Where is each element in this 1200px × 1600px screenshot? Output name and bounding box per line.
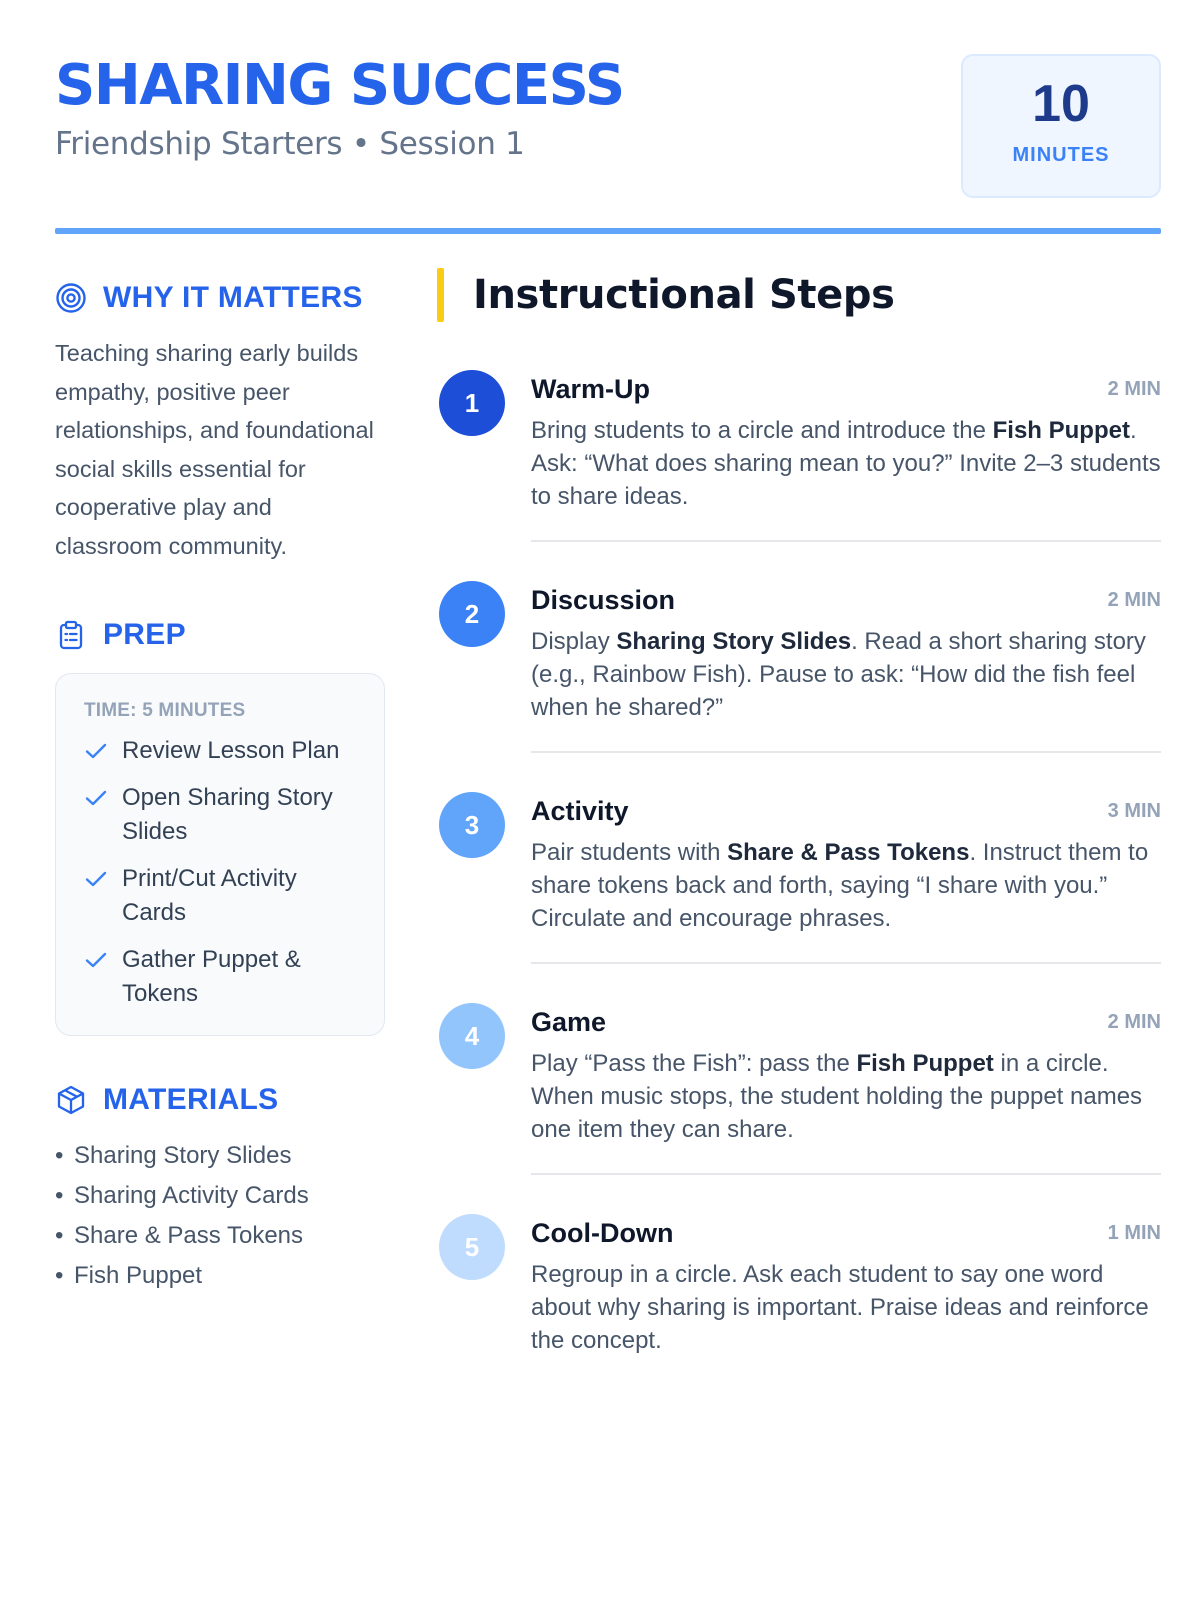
- why-text: Teaching sharing early builds empathy, positive peer relationships, and foundational social skills essential for cooperative play and classroom community.: [55, 340, 374, 559]
- checklist-item-label: Print/Cut Activity Cards: [122, 865, 297, 926]
- header: [55, 52, 1161, 202]
- step-number: 4: [439, 1003, 505, 1069]
- bullet: •: [55, 1142, 64, 1169]
- materials-item-label: Sharing Story Slides: [74, 1142, 292, 1169]
- prep-checklist: [84, 734, 358, 1011]
- check-icon: [84, 786, 108, 810]
- steps-heading-label: Instructional Steps: [473, 272, 895, 318]
- emphasized-material: Share & Pass Tokens: [727, 839, 970, 866]
- check-icon: [84, 739, 108, 763]
- emphasized-material: Sharing Story Slides: [616, 628, 852, 655]
- materials-item: [55, 1176, 385, 1216]
- checklist-item-label: Open Sharing Story Slides: [122, 784, 333, 845]
- materials-item: [55, 1256, 385, 1296]
- step-description: Display Sharing Story Slides. Read a short sharing story (e.g., Rainbow Fish). Pause to ask: “How did the fish feel when he shared?”: [531, 628, 1146, 721]
- step-item: [437, 1214, 1161, 1404]
- check-icon: [84, 867, 108, 891]
- step-divider: [531, 751, 1161, 753]
- prep-heading-label: PREP: [103, 618, 186, 651]
- why-heading-label: WHY IT MATTERS: [103, 281, 363, 314]
- materials-list: [55, 1136, 385, 1296]
- step-title: Cool-Down: [531, 1218, 674, 1248]
- step-number: 3: [439, 792, 505, 858]
- target-icon: [55, 282, 87, 314]
- emphasized-material: Fish Puppet: [856, 1050, 994, 1077]
- step-description: Play “Pass the Fish”: pass the Fish Puppet in a circle. When music stops, the student holding the puppet names one item they can share.: [531, 1050, 1143, 1143]
- step-duration: 1 MIN: [1107, 1222, 1161, 1244]
- steps-heading: [437, 268, 1161, 323]
- bullet: •: [55, 1182, 64, 1209]
- step-description: Bring students to a circle and introduce the Fish Puppet. Ask: “What does sharing mean to you?” Invite 2–3 students to share ideas.: [531, 417, 1161, 510]
- duration-value: 10: [1032, 75, 1090, 133]
- step-number: 5: [439, 1214, 505, 1280]
- heading-accent-bar: [437, 268, 444, 322]
- step-divider: [531, 540, 1161, 542]
- materials-item-label: Fish Puppet: [74, 1262, 203, 1289]
- step-item: [437, 792, 1161, 982]
- step-title: Activity: [531, 796, 629, 826]
- step-duration: 2 MIN: [1107, 1011, 1161, 1033]
- step-description: Pair students with Share & Pass Tokens. Instruct them to share tokens back and forth, saying “I share with you.” Circulate and encourage phrases.: [531, 839, 1149, 932]
- step-description: Regroup in a circle. Ask each student to say one word about why sharing is important. Praise ideas and reinforce the concept.: [531, 1261, 1149, 1354]
- step-item: [437, 1003, 1161, 1193]
- box-icon: [55, 1084, 87, 1116]
- step-divider: [531, 1173, 1161, 1175]
- step-title: Warm-Up: [531, 374, 650, 404]
- lesson-title: SHARING SUCCESS: [55, 53, 624, 118]
- step-duration: 2 MIN: [1107, 589, 1161, 611]
- checklist-item: [84, 781, 358, 849]
- prep-heading: [55, 613, 385, 657]
- check-icon: [84, 948, 108, 972]
- checklist-item-label: Gather Puppet & Tokens: [122, 946, 301, 1007]
- step-duration: 2 MIN: [1107, 378, 1161, 400]
- duration-unit: MINUTES: [1012, 144, 1110, 166]
- clipboard-icon: [55, 619, 87, 651]
- materials-heading-label: MATERIALS: [103, 1083, 279, 1116]
- step-number: 2: [439, 581, 505, 647]
- step-item: [437, 581, 1161, 771]
- why-heading: [55, 276, 385, 320]
- left-column: [55, 276, 385, 1296]
- checklist-item: [84, 734, 358, 768]
- checklist-item-label: Review Lesson Plan: [122, 737, 340, 764]
- prep-card: [55, 673, 385, 1036]
- step-divider: [531, 962, 1161, 964]
- bullet: •: [55, 1222, 64, 1249]
- materials-item-label: Share & Pass Tokens: [74, 1222, 304, 1249]
- step-number: 1: [439, 370, 505, 436]
- materials-item: [55, 1136, 385, 1176]
- materials-item: [55, 1216, 385, 1256]
- prep-time: TIME: 5 MINUTES: [84, 700, 246, 721]
- duration-badge: [961, 54, 1161, 198]
- step-title: Game: [531, 1007, 607, 1037]
- materials-heading: [55, 1078, 385, 1122]
- checklist-item: [84, 862, 358, 930]
- step-item: [437, 370, 1161, 560]
- step-title: Discussion: [531, 585, 676, 615]
- bullet: •: [55, 1262, 64, 1289]
- materials-item-label: Sharing Activity Cards: [74, 1182, 309, 1209]
- header-divider: [55, 228, 1161, 234]
- emphasized-material: Fish Puppet: [992, 417, 1130, 444]
- checklist-item: [84, 943, 358, 1011]
- right-column: [437, 268, 1161, 1354]
- step-duration: 3 MIN: [1107, 800, 1161, 822]
- lesson-subtitle: Friendship Starters • Session 1: [55, 126, 525, 162]
